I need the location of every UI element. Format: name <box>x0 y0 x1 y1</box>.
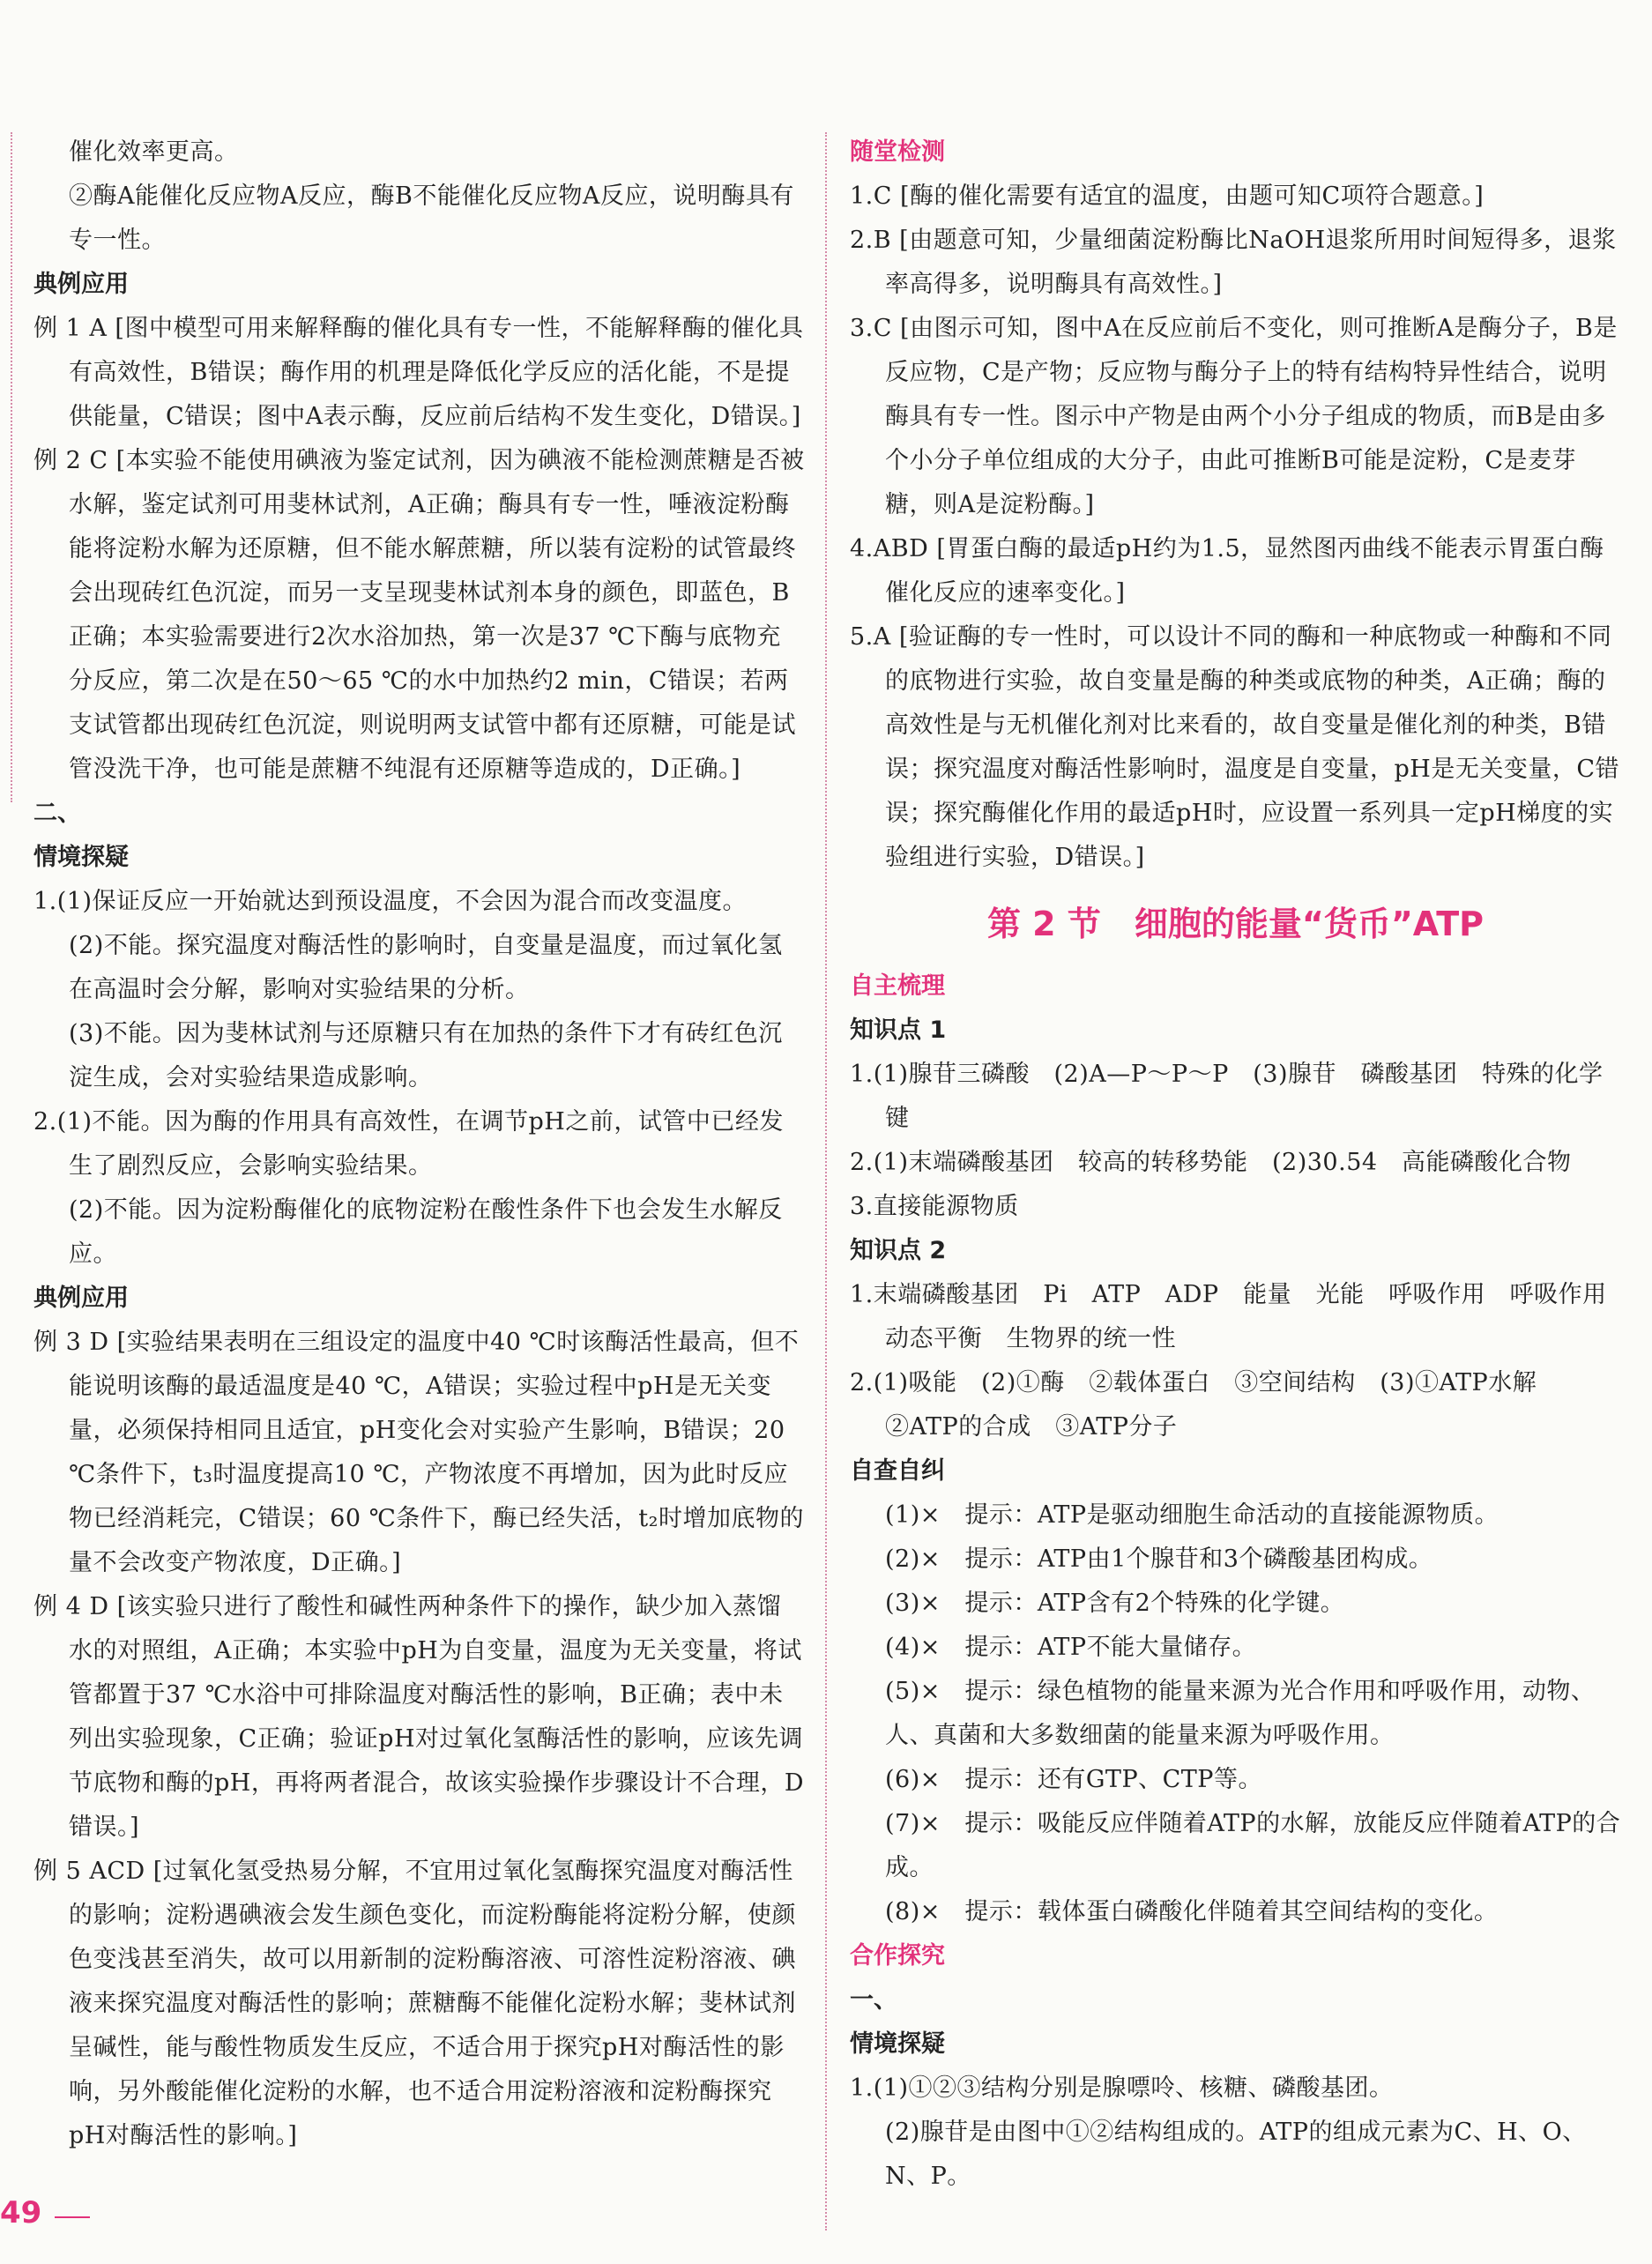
heading-situation-inquiry: 情境探疑 <box>850 2030 945 2058</box>
left-column <box>33 130 805 2158</box>
heading-classroom-check: 随堂检测 <box>850 138 945 166</box>
example-2: 例 2 C [本实验不能使用碘液为鉴定试剂，因为碘液不能检测蔗糖是否被水解，鉴定试剂可用斐林试剂，A正确；酶具有专一性，唾液淀粉酶能将淀粉水解为还原糖，但不能水解蔗糖，所以装有淀粉的试管最终会出现砖红色沉淀，而另一支呈现斐林试剂本身的颜色，即蓝色，B正确；本实验需要进行2次水浴加热，第一次是37 ℃下酶与底物充分反应，第二次是在50～65 ℃的水中加热约2 min，C错误；若两支试管都出现砖红色沉淀，则说明两支试管中都有还原糖，可能是试管没洗干净，也可能是蔗糖不纯混有还原糖等造成的，D正确。] <box>33 447 805 783</box>
inquiry-1-3: (3)不能。因为斐林试剂与还原糖只有在加热的条件下才有砖红色沉淀生成，会对实验结果造成影响。 <box>69 1020 783 1091</box>
left-margin-dots <box>11 132 12 802</box>
check-5: (5)× 提示：绿色植物的能量来源为光合作用和呼吸作用，动物、人、真菌和大多数细菌的能量来源为呼吸作用。 <box>885 1678 1596 1749</box>
check-8: (8)× 提示：载体蛋白磷酸化伴随着其空间结构的变化。 <box>885 1898 1499 1925</box>
example-5: 例 5 ACD [过氧化氢受热易分解，不宜用过氧化氢酶探究温度对酶活性的影响；淀粉遇碘液会发生颜色变化，而淀粉酶能将淀粉分解，使颜色变浅甚至消失，故可以用新制的淀粉酶溶液、可溶性淀粉溶液、碘液来探究温度对酶活性的影响；蔗糖酶不能催化淀粉水解；斐林试剂呈碱性，能与酸性物质发生反应，不适合用于探究pH对酶活性的影响，另外酸能催化淀粉的水解，也不适合用淀粉溶液和淀粉酶探究pH对酶活性的影响。] <box>33 1858 796 2149</box>
inquiry-1-1: 1.(1)保证反应一开始就达到预设温度，不会因为混合而改变温度。 <box>33 888 748 915</box>
check-7: (7)× 提示：吸能反应伴随着ATP的水解，放能反应伴随着ATP的合成。 <box>885 1810 1621 1881</box>
heading-typical-application: 典例应用 <box>33 1285 129 1312</box>
inquiry-1-2: (2)不能。探究温度对酶活性的影响时，自变量是温度，而过氧化氢在高温时会分解，影响对实验结果的分析。 <box>69 932 783 1003</box>
check-1: (1)× 提示：ATP是驱动细胞生命活动的直接能源物质。 <box>885 1501 1499 1529</box>
check-3: (3)× 提示：ATP含有2个特殊的化学键。 <box>885 1590 1345 1617</box>
continued-text: ②酶A能催化反应物A反应，酶B不能催化反应物A反应，说明酶具有专一性。 <box>69 182 794 254</box>
section-one-label: 一、 <box>850 1986 897 2014</box>
inquiry-r1-1: 1.(1)①②③结构分别是腺嘌呤、核糖、磷酸基团。 <box>850 2074 1394 2102</box>
column-divider <box>825 132 827 2230</box>
kp1-item-3: 3.直接能源物质 <box>850 1193 1019 1220</box>
answer-4: 4.ABD [胃蛋白酶的最适pH约为1.5，显然图丙曲线不能表示胃蛋白酶催化反应的速率变化。] <box>850 535 1604 607</box>
example-1: 例 1 A [图中模型可用来解释酶的催化具有专一性，不能解释酶的催化具有高效性，B错误；酶作用的机理是降低化学反应的活化能，不是提供能量，C错误；图中A表示酶，反应前后结构不发生变化，D错误。] <box>33 315 804 430</box>
kp1-item-1: 1.(1)腺苷三磷酸 (2)A—P～P～P (3)腺苷 磷酸基团 特殊的化学键 <box>850 1061 1604 1132</box>
example-4: 例 4 D [该实验只进行了酸性和碱性两种条件下的操作，缺少加入蒸馏水的对照组，A正确；本实验中pH为自变量，温度为无关变量，将试管都置于37 ℃水浴中可排除温度对酶活性的影响，B正确；表中未列出实验现象，C正确；验证pH对过氧化氢酶活性的影响，应该先调节底物和酶的pH，再将两者混合，故该实验操作步骤设计不合理，D错误。] <box>33 1593 804 1841</box>
check-2: (2)× 提示：ATP由1个腺苷和3个磷酸基团构成。 <box>885 1545 1433 1573</box>
page-number: 49 <box>0 2195 42 2230</box>
heading-situation-inquiry: 情境探疑 <box>33 844 129 871</box>
check-4: (4)× 提示：ATP不能大量储存。 <box>885 1634 1257 1661</box>
example-3: 例 3 D [实验结果表明在三组设定的温度中40 ℃时该酶活性最高，但不能说明该酶的最适温度是40 ℃，A错误；实验过程中pH是无关变量，必须保持相同且适宜，pH变化会对实验产生影响，B错误；20 ℃条件下，t₃时温度提高10 ℃，产物浓度不再增加，因为此时反应物已经消耗完，C错误；60 ℃条件下，酶已经失活，t₂时增加底物的量不会改变产物浓度，D正确。] <box>33 1329 804 1576</box>
answer-3: 3.C [由图示可知，图中A在反应前后不变化，则可推断A是酶分子，B是反应物，C是产物；反应物与酶分子上的特有结构特异性结合，说明酶具有专一性。图示中产物是由两个小分子组成的物质，而B是由多个小分子单位组成的大分子，由此可推断B可能是淀粉，C是麦芽糖，则A是淀粉酶。] <box>850 315 1618 518</box>
answer-5: 5.A [验证酶的专一性时，可以设计不同的酶和一种底物或一种酶和不同的底物进行实验，故自变量是酶的种类或底物的种类，A正确；酶的高效性是与无机催化剂对比来看的，故自变量是催化剂的种类，B错误；探究温度对酶活性影响时，温度是自变量，pH是无关变量，C错误；探究酶催化作用的最适pH时，应设置一系列具一定pH梯度的实验组进行实验，D错误。] <box>850 623 1619 871</box>
continued-text: 催化效率更高。 <box>69 138 239 166</box>
answer-1: 1.C [酶的催化需要有适宜的温度，由题可知C项符合题意。] <box>850 182 1485 210</box>
kp2-item-2: 2.(1)吸能 (2)①酶 ②载体蛋白 ③空间结构 (3)①ATP水解 ②ATP的合成 ③ATP分子 <box>850 1369 1561 1441</box>
inquiry-2-2: (2)不能。因为淀粉酶催化的底物淀粉在酸性条件下也会发生水解反应。 <box>69 1196 783 1268</box>
kp1-item-2: 2.(1)末端磷酸基团 较高的转移势能 (2)30.54 高能磷酸化合物 <box>850 1149 1572 1176</box>
section-title: 第 2 节 细胞的能量“货币”ATP <box>986 905 1485 943</box>
heading-cooperative-inquiry: 合作探究 <box>850 1942 945 1970</box>
inquiry-r1-2: (2)腺苷是由图中①②结构组成的。ATP的组成元素为C、H、O、N、P。 <box>885 2119 1587 2190</box>
knowledge-point-2: 知识点 2 <box>850 1237 947 1264</box>
heading-typical-application: 典例应用 <box>33 271 129 298</box>
heading-self-check: 自查自纠 <box>850 1457 945 1485</box>
answer-2: 2.B [由题意可知，少量细菌淀粉酶比NaOH退浆所用时间短得多，退浆率高得多，说明酶具有高效性。] <box>850 227 1617 298</box>
kp2-item-1: 1.末端磷酸基团 Pi ATP ADP 能量 光能 呼吸作用 呼吸作用 动态平衡 生物界的统一性 <box>850 1281 1632 1352</box>
page-number-line <box>55 2216 90 2218</box>
heading-self-review: 自主梳理 <box>850 972 945 1000</box>
check-6: (6)× 提示：还有GTP、CTP等。 <box>885 1766 1262 1793</box>
knowledge-point-1: 知识点 1 <box>850 1017 947 1044</box>
inquiry-2-1: 2.(1)不能。因为酶的作用具有高效性，在调节pH之前，试管中已经发生了剧烈反应，会影响实验结果。 <box>33 1108 784 1180</box>
section-two-label: 二、 <box>33 800 81 827</box>
right-column <box>850 130 1632 2199</box>
